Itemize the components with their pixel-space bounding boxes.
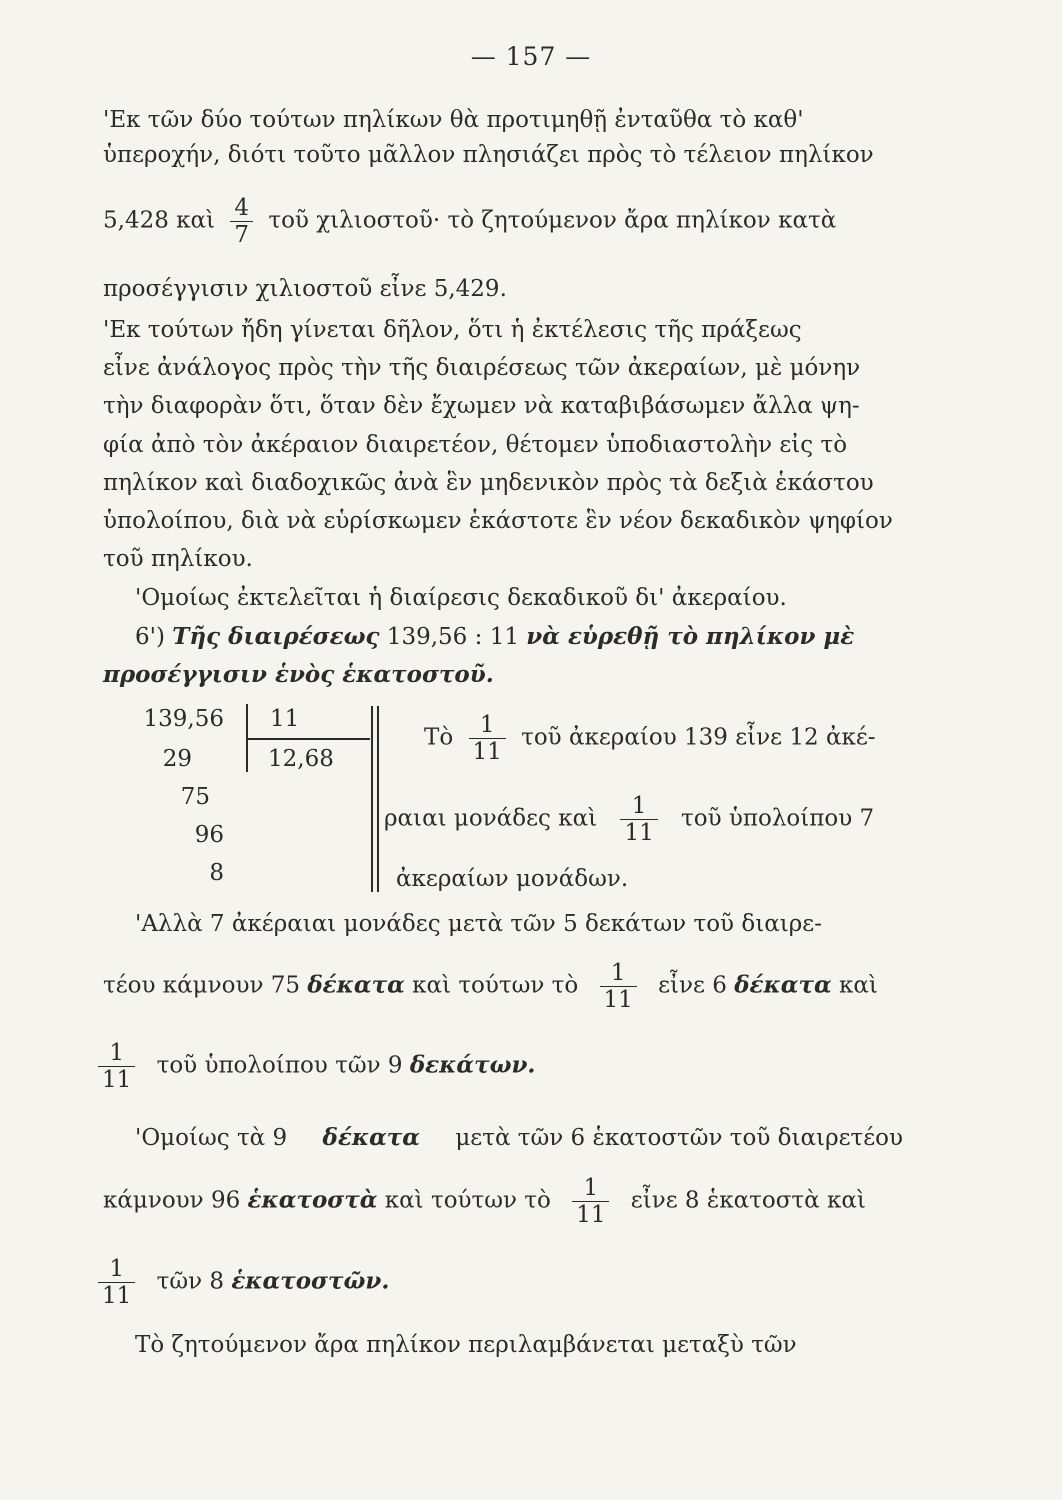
fraction-denominator: 11 [620, 819, 657, 846]
text-fragment: καὶ τούτων τὸ [384, 1187, 551, 1214]
text-line-15: 'Αλλὰ 7 ἀκέραιαι μονάδες μετὰ τῶν 5 δεκάτων τοῦ διαιρε- [135, 911, 822, 937]
text-line-17 [98, 1040, 898, 1093]
division-remainder: 96 [194, 822, 224, 848]
fraction-1-11 [572, 1175, 609, 1228]
text-fragment: κάμνουν 96 [103, 1187, 241, 1214]
text-line-7: τὴν διαφορὰν ὅτι, ὅταν δὲν ἔχωμεν νὰ καταβιβάσωμεν ἄλλα ψη- [103, 393, 860, 419]
text-fragment: καὶ [838, 972, 878, 999]
fraction-numerator: 1 [109, 1256, 124, 1282]
text-fragment: τοῦ ὑπολοίπου τῶν 9 [156, 1052, 403, 1079]
division-bracket-horizontal [246, 738, 370, 740]
fraction-denominator: 11 [98, 1066, 135, 1093]
text-fragment: εἶνε 8 ἑκατοστὰ καὶ [630, 1187, 866, 1214]
text-fragment: ραιαι μονάδες καὶ [384, 805, 598, 832]
text-line-1: 'Εκ τῶν δύο τούτων πηλίκων θὰ προτιμηθῇ ἐνταῦθα τὸ καθ' [103, 107, 804, 133]
exercise-expression: 139,56 : 11 [379, 624, 527, 650]
division-remainder: 75 [180, 784, 210, 810]
text-fragment: 'Ομοίως τὰ 9 [135, 1125, 288, 1151]
exercise-number: 6') [135, 624, 173, 650]
text-fragment: Τὸ [424, 724, 454, 751]
text-line-12: 'Ομοίως ἐκτελεῖται ἡ διαίρεσις δεκαδικοῦ δι' ἀκεραίου. [135, 585, 787, 611]
fraction-denominator: 11 [98, 1282, 135, 1309]
text-line-9: πηλίκον καὶ διαδοχικῶς ἀνὰ ἓν μηδενικὸν πρὸς τὰ δεξιὰ ἑκάστου [103, 470, 874, 496]
text-line-13 [135, 622, 903, 652]
fraction-denominator: 11 [600, 986, 637, 1013]
double-rule-right [377, 706, 379, 892]
fraction-numerator: 1 [479, 712, 495, 738]
text-line-8: φία ἀπὸ τὸν ἀκέραιον διαιρετέον, θέτομεν ὑποδιαστολὴν εἰς τὸ [103, 432, 848, 458]
text-line-11: τοῦ πηλίκου. [103, 546, 253, 572]
division-remainder: 29 [162, 746, 192, 772]
text-line-14: προσέγγισιν ἑνὸς ἑκατοστοῦ. [103, 661, 494, 688]
double-rule-left [371, 706, 373, 892]
fraction-denominator: 11 [572, 1201, 609, 1228]
italic-word: ἑκατοστὰ [247, 1186, 378, 1214]
text-line-19 [103, 1175, 903, 1228]
text-fragment: τοῦ χιλιοστοῦ· τὸ ζητούμενον ἄρα πηλίκον κατὰ [268, 207, 837, 234]
text-line-16 [103, 960, 903, 1013]
fraction-numerator: 4 [234, 195, 250, 221]
fraction-1-11 [600, 960, 637, 1013]
text-line-20 [98, 1256, 898, 1309]
fraction-1-11 [98, 1256, 135, 1309]
fraction-1-11 [98, 1040, 135, 1093]
text-fragment: εἶνε 6 [658, 972, 727, 999]
fraction-numerator: 1 [610, 960, 626, 986]
text-line-10: ὑπολοίπου, διὰ νὰ εὑρίσκωμεν ἑκάστοτε ἓν νέον δεκαδικὸν ψηφίον [103, 508, 893, 534]
side-note-line-3: ἀκεραίων μονάδων. [396, 866, 629, 892]
division-remainder: 8 [209, 860, 224, 886]
text-line-3 [103, 195, 903, 248]
fraction-numerator: 1 [583, 1175, 599, 1201]
fraction-denominator: 7 [230, 221, 253, 248]
page-number: — 157 — [470, 42, 592, 71]
side-note-line-1 [424, 712, 876, 765]
fraction-1-11 [620, 793, 657, 846]
fraction-4-7 [230, 195, 253, 248]
division-divisor: 11 [270, 706, 300, 732]
text-line-5: 'Εκ τούτων ἤδη γίνεται δῆλον, ὅτι ἡ ἐκτέλεσις τῆς πράξεως [103, 317, 802, 343]
text-line-4: προσέγγισιν χιλιοστοῦ εἶνε 5,429. [103, 276, 507, 302]
italic-word: δέκατα [307, 971, 405, 999]
side-note-line-2 [384, 793, 874, 846]
fraction-denominator: 11 [469, 738, 506, 765]
text-fragment: καὶ τούτων τὸ [412, 972, 579, 999]
text-line-21: Τὸ ζητούμενον ἄρα πηλίκον περιλαμβάνεται μεταξὺ τῶν [135, 1332, 797, 1358]
italic-word: ἑκατοστῶν. [231, 1267, 390, 1295]
exercise-title-italic: νὰ εὑρεθῇ τὸ πηλίκον μὲ [526, 623, 855, 650]
text-fragment: τῶν 8 [156, 1268, 224, 1295]
italic-word: δέκατα [322, 1124, 420, 1151]
exercise-title-italic: Τῆς διαιρέσεως [172, 623, 380, 650]
fraction-1-11 [469, 712, 506, 765]
fraction-numerator: 1 [631, 793, 647, 819]
division-quotient: 12,68 [268, 746, 334, 772]
text-fragment: τοῦ ὑπολοίπου 7 [681, 805, 875, 832]
text-line-6: εἶνε ἀνάλογος πρὸς τὴν τῆς διαιρέσεως τῶν ἀκεραίων, μὲ μόνην [103, 355, 861, 381]
text-line-2: ὑπεροχήν, διότι τοῦτο μᾶλλον πλησιάζει πρὸς τὸ τέλειον πηλίκον [103, 142, 874, 168]
italic-word: δέκατα [734, 971, 832, 999]
text-fragment: 5,428 καὶ [103, 207, 216, 234]
fraction-numerator: 1 [109, 1040, 124, 1066]
text-fragment: τέου κάμνουν 75 [103, 972, 301, 999]
division-dividend: 139,56 [143, 706, 224, 732]
text-line-18 [135, 1123, 903, 1153]
text-fragment: μετὰ τῶν 6 ἑκατοστῶν τοῦ διαιρετέου [455, 1125, 903, 1151]
italic-word: δεκάτων. [409, 1051, 536, 1079]
text-fragment: τοῦ ἀκεραίου 139 εἶνε 12 ἀκέ- [521, 724, 876, 751]
